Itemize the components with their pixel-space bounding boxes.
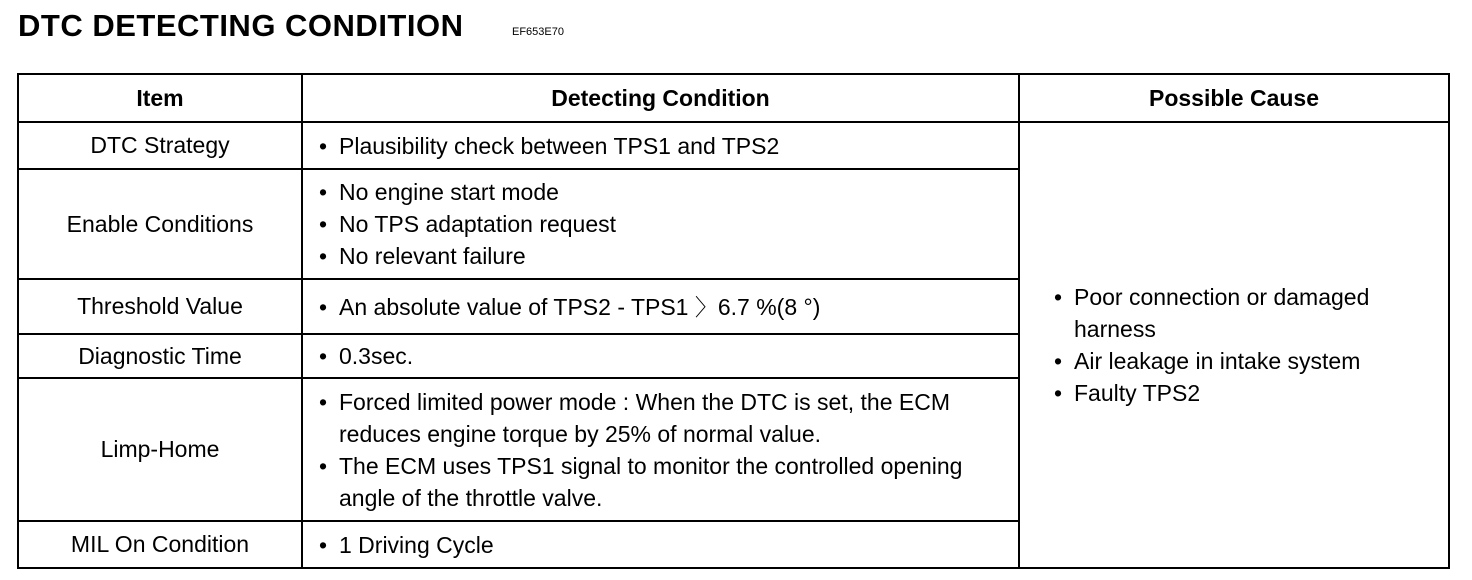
table-header-row [18, 74, 1449, 122]
condition-bullet: • No engine start mode [319, 176, 1018, 208]
cause-bullet: • Faulty TPS2 [1054, 377, 1438, 409]
table-row [18, 122, 1449, 169]
condition-cell [302, 279, 1019, 334]
condition-bullet: • 1 Driving Cycle [319, 529, 1018, 561]
condition-cell [302, 378, 1019, 521]
item-cell: Enable Conditions [18, 169, 302, 279]
condition-bullet: • Plausibility check between TPS1 and TPS2 [319, 130, 1018, 162]
condition-bullet: • An absolute value of TPS2 - TPS1 〉6.7 %(8 °) [319, 291, 1018, 323]
page-title: DTC DETECTING CONDITION [18, 8, 464, 43]
item-cell: Threshold Value [18, 279, 302, 334]
column-header-detecting-condition: Detecting Condition [302, 74, 1019, 122]
item-cell: Diagnostic Time [18, 334, 302, 378]
dtc-condition-table [17, 73, 1450, 569]
condition-bullet: • No relevant failure [319, 240, 1018, 272]
item-cell: Limp-Home [18, 378, 302, 521]
cause-bullet: • Poor connection or damaged harness [1054, 281, 1438, 345]
cause-bullet: • Air leakage in intake system [1054, 345, 1438, 377]
item-cell: MIL On Condition [18, 521, 302, 568]
condition-bullet: • 0.3sec. [319, 340, 1018, 372]
item-cell: DTC Strategy [18, 122, 302, 169]
condition-cell [302, 334, 1019, 378]
document-code: EF653E70 [512, 26, 564, 38]
condition-cell [302, 122, 1019, 169]
column-header-possible-cause: Possible Cause [1019, 74, 1449, 122]
condition-bullet: • Forced limited power mode : When the DTC is set, the ECM reduces engine torque by 25% of normal value. [319, 386, 1010, 450]
condition-cell [302, 169, 1019, 279]
condition-cell [302, 521, 1019, 568]
condition-bullet: • The ECM uses TPS1 signal to monitor the controlled opening angle of the throttle valve. [319, 450, 1010, 514]
condition-bullet: • No TPS adaptation request [319, 208, 1018, 240]
column-header-item: Item [18, 74, 302, 122]
possible-cause-cell [1019, 122, 1449, 568]
